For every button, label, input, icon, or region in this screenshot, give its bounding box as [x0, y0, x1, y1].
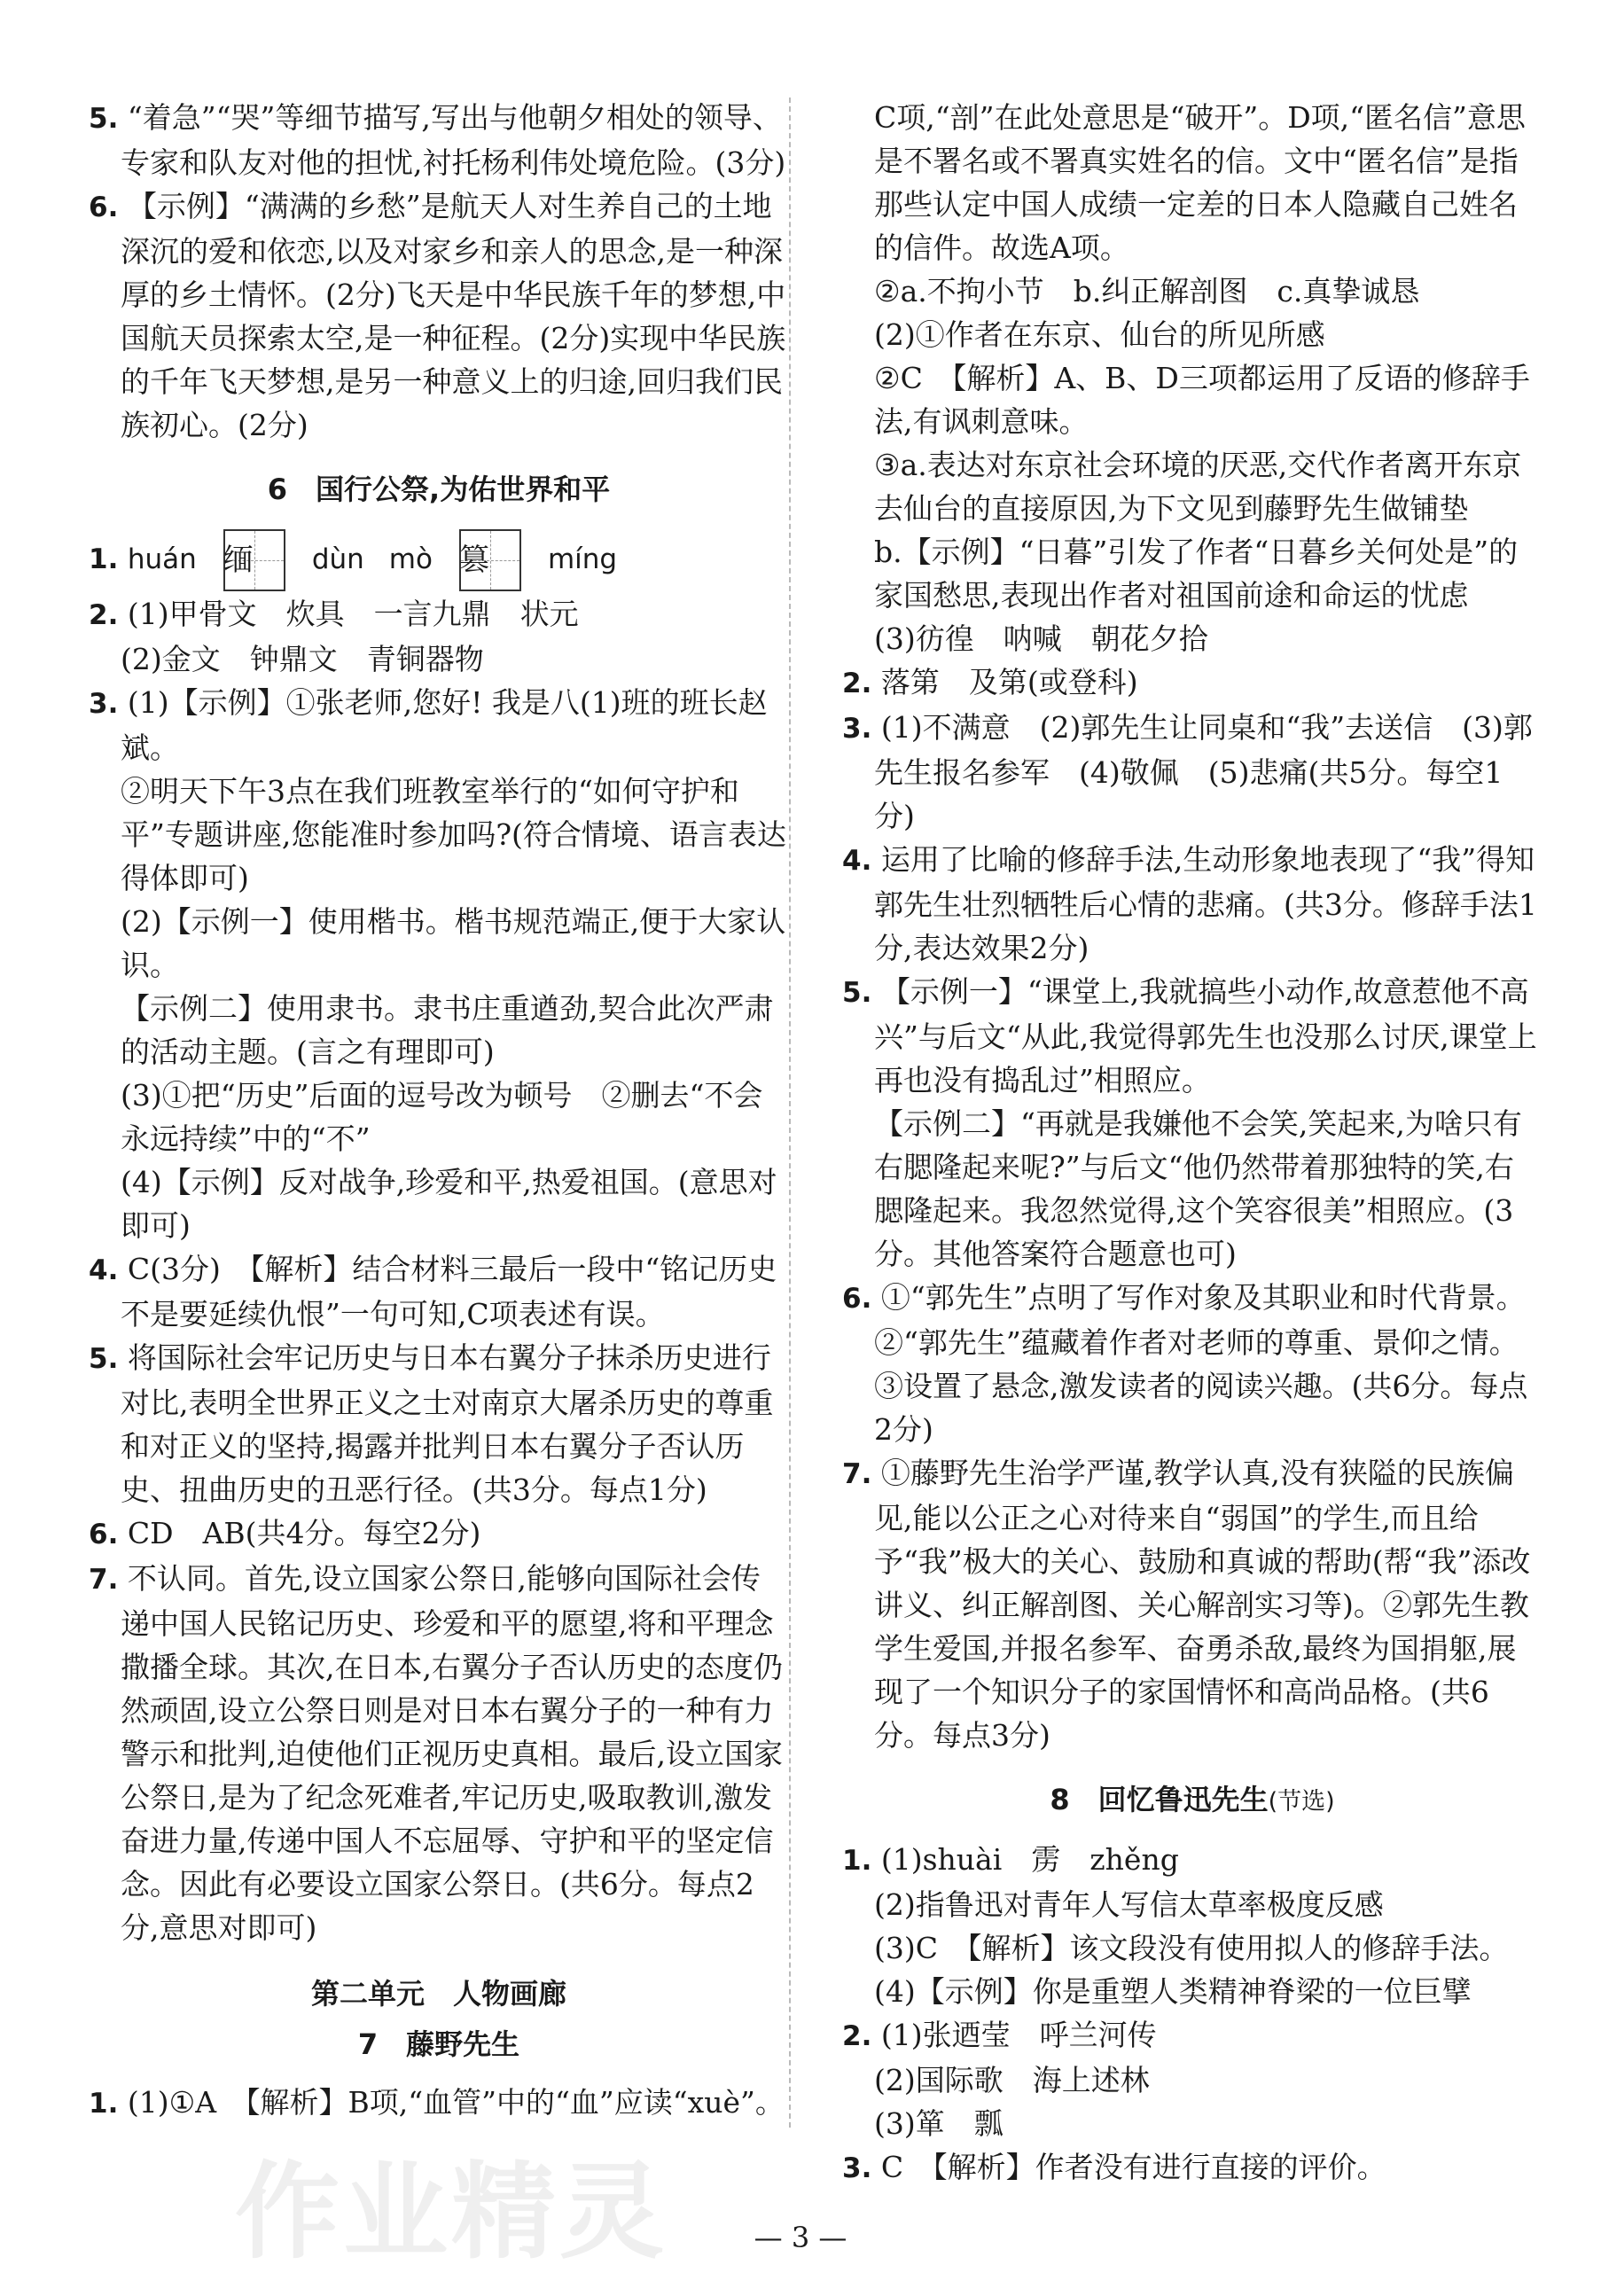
- s7-answer-1-line: ②C 【解析】A、B、D三项都运用了反语的修辞手法,有讽刺意味。: [874, 361, 1530, 439]
- s7-answer-1: 1. (1)①A 【解析】B项,“血管”中的“血”应读“xuè”。: [89, 2085, 785, 2120]
- s7-answer-2: 2. 落第 及第(或登科): [842, 665, 1138, 699]
- right-column: [842, 96, 1542, 2191]
- s8-answer-1-line: (2)指鲁迅对青年人写信太草率极度反感: [874, 1887, 1384, 1922]
- column-divider: [789, 98, 791, 2128]
- s7-answer-5: 5. 【示例一】“课堂上,我就搞些小动作,故意惹他不高兴”与后文“从此,我觉得郭先生也没那么讨厌,课堂上再也没有捣乱过”相照应。: [842, 974, 1537, 1097]
- s6-answer-3-line: ②明天下午3点在我们班教室举行的“如何守护和平”专题讲座,您能准时参加吗?(符合情境、语言表达得体即可): [121, 774, 786, 895]
- s6-answer-1: 1. huán 缅 dùn mò 篡 míng: [89, 526, 789, 592]
- s6-answer-2: 2. (1)甲骨文 炊具 一言九鼎 状元: [89, 597, 579, 631]
- watermark: 作业精灵: [235, 2151, 668, 2273]
- s6-answer-3-line: (4)【示例】反对战争,珍爱和平,热爱祖国。(意思对即可): [121, 1165, 777, 1243]
- left-column: [89, 96, 789, 2126]
- s6-answer-3: 3. (1)【示例】①张老师,您好! 我是八(1)班的班长赵斌。: [89, 685, 768, 765]
- section-8-title: 8 回忆鲁迅先生(节选): [1050, 1783, 1335, 1816]
- s7-answer-1-line: (3)彷徨 呐喊 朝花夕拾: [874, 621, 1208, 656]
- s6-answer-3-line: 【示例二】使用隶书。隶书庄重遒劲,契合此次严肃的活动主题。(言之有理即可): [121, 991, 774, 1069]
- s8-answer-2: 2. (1)张迺莹 呼兰河传: [842, 2018, 1157, 2052]
- s6-answer-2-line: (2)金文 钟鼎文 青铜器物: [121, 642, 484, 676]
- answer-6: 6. 【示例】“满满的乡愁”是航天人对生养自己的土地深沉的爱和依恋,以及对家乡和亲人的思念,是一种深厚的乡土情怀。(2分)飞天是中华民族千年的梦想,中国航天员探索太空,是一种征程。(2分)实现中华民族的千年飞天梦想,是另一种意义上的归途,回归我们民族初心。(2分): [89, 189, 786, 442]
- s8-answer-1-line: (3)C 【解析】该文段没有使用拟人的修辞手法。: [874, 1931, 1509, 1965]
- s7-answer-4: 4. 运用了比喻的修辞手法,生动形象地表现了“我”得知郭先生壮烈牺牲后心情的悲痛。(共3分。修辞手法1分,表达效果2分): [842, 842, 1537, 965]
- s6-answer-6: 6. CD AB(共4分。每空2分): [89, 1516, 481, 1550]
- section-7-title: 7 藤野先生: [357, 2027, 520, 2061]
- section-6-title: 6 国行公祭,为佑世界和平: [267, 472, 611, 506]
- s8-answer-1-line: (4)【示例】你是重塑人类精神脊梁的一位巨擘: [874, 1974, 1472, 2009]
- unit-2-title: 第二单元 人物画廊: [310, 1977, 566, 2011]
- page-number: — 3 —: [754, 2221, 847, 2254]
- s7-answer-5-line: 【示例二】“再就是我嫌他不会笑,笑起来,为啥只有右腮隆起来呢?”与后文“他仍然带着那独特的笑,右腮隆起来。我忽然觉得,这个笑容很美”相照应。(3分。其他答案符合题意也可): [874, 1106, 1522, 1271]
- s6-answer-3-line: (2)【示例一】使用楷书。楷书规范端正,便于大家认识。: [121, 904, 786, 982]
- s7-answer-1-line: ③a.表达对东京社会环境的厌恶,交代作者离开东京去仙台的直接原因,为下文见到藤野先生做铺垫: [874, 448, 1522, 526]
- s6-answer-7: 7. 不认同。首先,设立国家公祭日,能够向国际社会传递中国人民铭记历史、珍爱和平的愿望,将和平理念撒播全球。其次,在日本,右翼分子否认历史的态度仍然顽固,设立公祭日则是对日本右翼分子的一种有力警示和批判,迫使他们正视历史真相。最后,设立国家公祭日,是为了纪念死难者,牢记历史,吸取教训,激发奋进力量,传递中国人不忘屈辱、守护和平的坚定信念。因此有必要设立国家公祭日。(共6分。每点2分,意思对即可): [89, 1561, 783, 1945]
- s8-answer-1: 1. (1)shuài 雳 zhěng: [842, 1842, 1179, 1877]
- s6-answer-3-line: (3)①把“历史”后面的逗号改为顿号 ②删去“不会永远持续”中的“不”: [121, 1078, 763, 1156]
- s6-answer-5: 5. 将国际社会牢记历史与日本右翼分子抹杀历史进行对比,表明全世界正义之士对南京大屠杀历史的尊重和对正义的坚持,揭露并批判日本右翼分子否认历史、扭曲历史的丑恶行径。(共3分。每点1分): [89, 1340, 774, 1507]
- s8-answer-2-line: (2)国际歌 海上述林: [874, 2063, 1150, 2097]
- s7-answer-1-line: b.【示例】“日暮”引发了作者“日暮乡关何处是”的家国愁思,表现出作者对祖国前途和命运的忧虑: [874, 535, 1519, 613]
- s7-answer-1-cont: C项,“剖”在此处意思是“破开”。D项,“匿名信”意思是不署名或不署真实姓名的信。文中“匿名信”是指那些认定中国人成绩一定差的日本人隐藏自己姓名的信件。故选A项。: [874, 100, 1526, 265]
- answer-5: 5. “着急”“哭”等细节描写,写出与他朝夕相处的领导、专家和队友对他的担忧,衬托杨利伟处境危险。(3分): [89, 100, 786, 180]
- s7-answer-3: 3. (1)不满意 (2)郭先生让同桌和“我”去送信 (3)郭先生报名参军 (4)敬佩 (5)悲痛(共5分。每空1分): [842, 710, 1533, 833]
- s7-answer-6: 6. ①“郭先生”点明了写作对象及其职业和时代背景。②“郭先生”蕴藏着作者对老师的尊重、景仰之情。③设置了悬念,激发读者的阅读兴趣。(共6分。每点2分): [842, 1280, 1528, 1447]
- s7-answer-7: 7. ①藤野先生治学严谨,教学认真,没有狭隘的民族偏见,能以公正之心对待来自“弱国”的学生,而且给予“我”极大的关心、鼓励和真诚的帮助(帮“我”添改讲义、纠正解剖图、关心解剖实习等)。②郭先生教学生爱国,并报名参军、奋勇杀敌,最终为国捐躯,展现了一个知识分子的家国情怀和高尚品格。(共6分。每点3分): [842, 1456, 1531, 1753]
- s7-answer-1-line: (2)①作者在东京、仙台的所见所感: [874, 317, 1325, 352]
- tianzige-box: 缅: [223, 529, 285, 591]
- tianzige-box: 篡: [459, 529, 521, 591]
- s8-answer-2-line: (3)箪 瓢: [874, 2106, 1004, 2141]
- s7-answer-1-line: ②a.不拘小节 b.纠正解剖图 c.真挚诚恳: [874, 274, 1420, 308]
- s6-answer-4: 4. C(3分) 【解析】结合材料三最后一段中“铭记历史不是要延续仇恨”一句可知,C项表述有误。: [89, 1252, 777, 1332]
- s8-answer-3: 3. C 【解析】作者没有进行直接的评价。: [842, 2150, 1386, 2184]
